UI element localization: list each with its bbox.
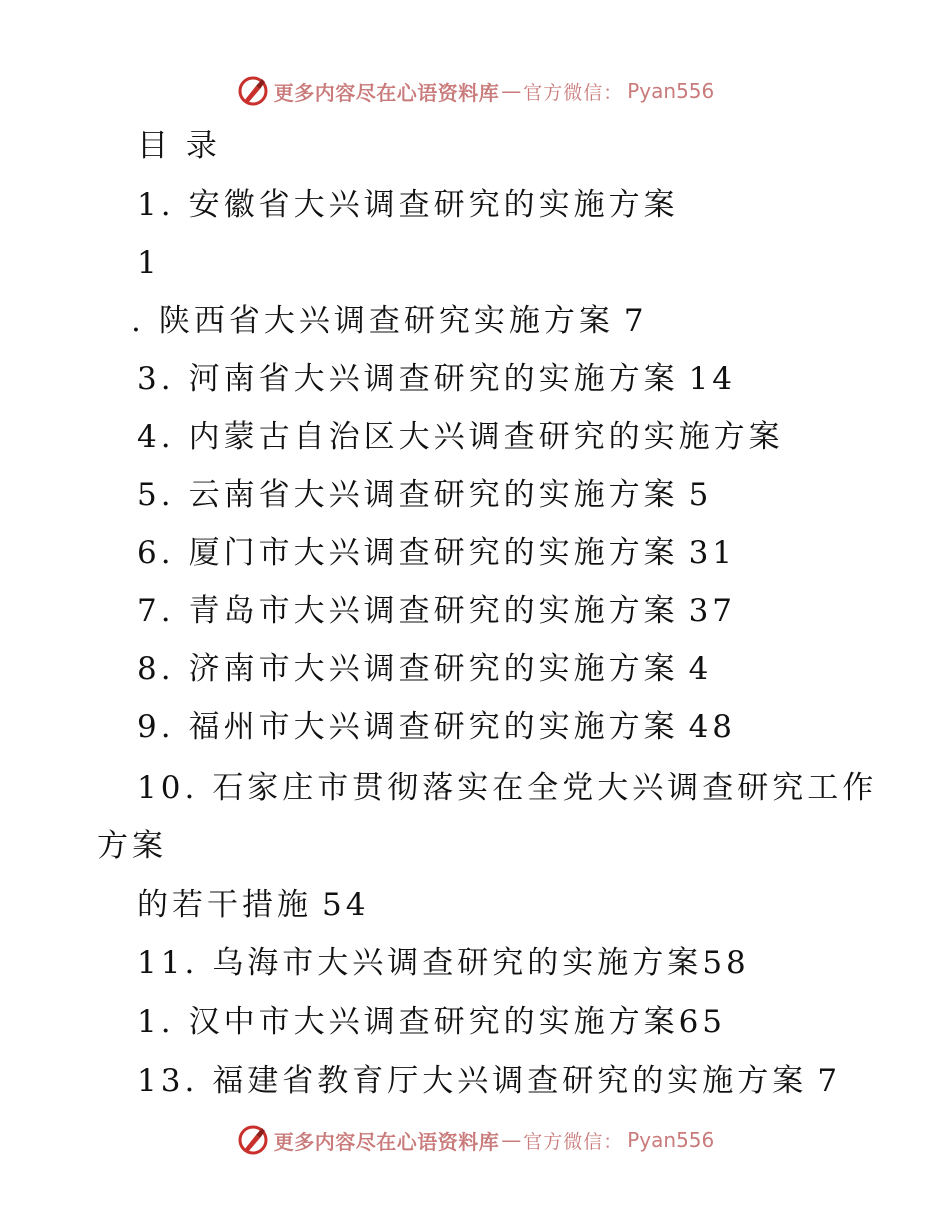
toc-entry: 11. 乌海市大兴调查研究的实施方案58 [137, 945, 750, 981]
toc-entry: 13. 福建省教育厅大兴调查研究的实施方案 7 [137, 1063, 842, 1099]
watermark-wechat-label: 官方微信： [523, 81, 624, 104]
toc-entry: 3. 河南省大兴调查研究的实施方案 14 [137, 361, 737, 397]
toc-title: 目 录 [137, 128, 221, 164]
watermark-wechat-label: 官方微信： [523, 1130, 624, 1153]
watermark-text: 更多内容尽在心语资料库 [273, 80, 500, 105]
watermark-text: 更多内容尽在心语资料库 [273, 1129, 500, 1154]
toc-entry: 7. 青岛市大兴调查研究的实施方案 37 [137, 593, 737, 629]
toc-entry: 8. 济南市大兴调查研究的实施方案 4 [137, 651, 713, 687]
toc-entry: 4. 内蒙古自治区大兴调查研究的实施方案 [137, 419, 784, 455]
toc-entry: 1 [137, 245, 161, 281]
footer-watermark [0, 1118, 950, 1162]
toc-entry: 9. 福州市大兴调查研究的实施方案 48 [137, 709, 737, 745]
watermark-dash: — [501, 1128, 522, 1152]
toc-entry: 6. 厦门市大兴调查研究的实施方案 31 [137, 535, 737, 571]
toc-entry: . 陕西省大兴调查研究实施方案 7 [131, 303, 648, 339]
header-watermark [0, 69, 950, 113]
toc-entry: 5. 云南省大兴调查研究的实施方案 5 [137, 477, 713, 513]
watermark-wechat-id: Pyan556 [627, 79, 715, 103]
toc-entry: 1. 安徽省大兴调查研究的实施方案 [137, 187, 679, 223]
toc-entry-continuation: 的若干措施 54 [137, 887, 370, 923]
toc-entry: 10. 石家庄市贯彻落实在全党大兴调查研究工作 [137, 770, 878, 806]
pen-logo-icon [236, 1123, 270, 1157]
toc-entry: 1. 汉中市大兴调查研究的实施方案65 [137, 1004, 727, 1040]
watermark-dash: — [501, 79, 522, 103]
watermark-wechat-id: Pyan556 [627, 1128, 715, 1152]
pen-logo-icon [236, 74, 270, 108]
toc-entry-continuation: 方案 [97, 828, 167, 864]
